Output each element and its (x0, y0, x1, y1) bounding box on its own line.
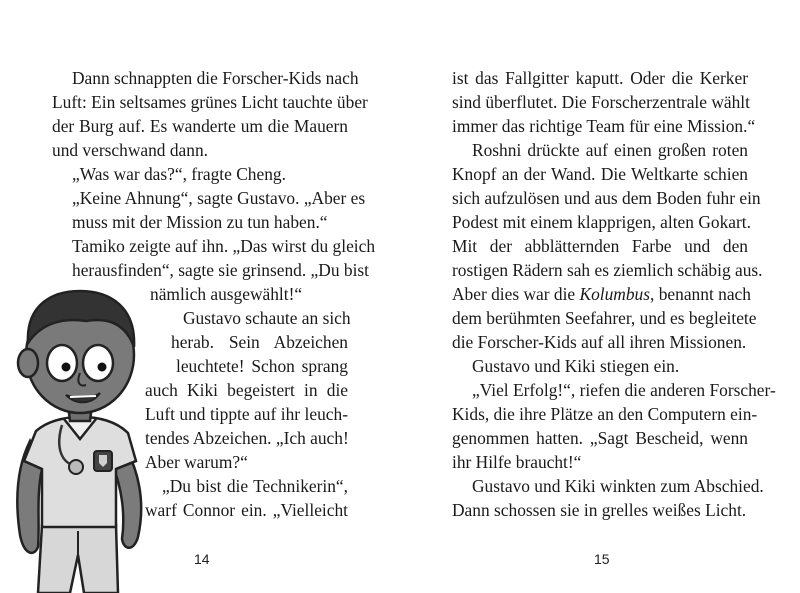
text-line: dem berühmten Seefahrer, und es begleitete (452, 308, 757, 328)
text-line: und verschwand dann. (52, 140, 208, 160)
text-line: „Du bist die Technikerin“, (162, 476, 348, 496)
text-line: genommen hatten. „Sagt Bescheid, wenn (452, 428, 748, 448)
text-line: ihr Hilfe braucht!“ (452, 452, 582, 472)
text-line: Knopf an der Wand. Die Weltkarte schien (452, 164, 748, 184)
text-line: immer das richtige Team für eine Mission.“ (452, 116, 756, 136)
text-line: sich aufzulösen und aus dem Boden fuhr ein (452, 188, 761, 208)
ship-name: Kolumbus (579, 284, 651, 304)
text-line: herab. Sein Abzeichen (171, 332, 348, 352)
text-line: „Was war das?“, fragte Cheng. (72, 164, 286, 184)
text-line: „Viel Erfolg!“, riefen die anderen Forscher- (472, 380, 776, 400)
text-line: Gustavo und Kiki winkten zum Abschied. (472, 476, 764, 496)
page-number: 15 (594, 551, 610, 567)
text-line: nämlich ausgewählt!“ (150, 284, 303, 304)
text-line (452, 283, 751, 306)
text-line: leuchtete! Schon sprang (176, 356, 348, 376)
text-line: muss mit der Mission zu tun haben.“ (72, 212, 328, 232)
text-line: Kids, die ihre Plätze an den Computern ein- (452, 404, 758, 424)
text-line: Dann schossen sie in grelles weißes Licht. (452, 500, 747, 520)
text-line: die Forscher-Kids auf all ihren Missionen. (452, 332, 747, 352)
text-line: herausfinden“, sagte sie grinsend. „Du bist (72, 260, 370, 280)
text-line: rostigen Rädern sah es ziemlich schäbig aus. (452, 260, 763, 280)
text-line: „Keine Ahnung“, sagte Gustavo. „Aber es (72, 188, 366, 208)
text-line: Podest mit einem klapprigen, alten Gokart. (452, 212, 751, 232)
text-line: Dann schnappten die Forscher-Kids nach (72, 68, 359, 88)
right-page (400, 0, 800, 593)
text-line: Roshni drückte auf einen großen roten (472, 140, 748, 160)
text-line: Mit der abblätternden Farbe und den (452, 236, 748, 256)
text-line: ist das Fallgitter kaputt. Oder die Kerker (452, 68, 748, 88)
text-line: Aber warum?“ (145, 452, 248, 472)
page-number: 14 (194, 551, 210, 567)
text-line: Gustavo schaute an sich (183, 308, 351, 328)
boy-illustration (0, 255, 180, 593)
text-line: Tamiko zeigte auf ihn. „Das wirst du gleich (72, 236, 376, 256)
text-line: sind überflutet. Die Forscherzentrale wählt (452, 92, 750, 112)
text-line: warf Connor ein. „Vielleicht (145, 500, 348, 520)
text-line: Gustavo und Kiki stiegen ein. (472, 356, 680, 376)
text-segment: , benannt nach (650, 284, 751, 304)
text-line: tendes Abzeichen. „Ich auch! (145, 428, 349, 448)
text-line: der Burg auf. Es wanderte um die Mauern (52, 116, 348, 136)
text-line: auch Kiki begeistert in die (145, 380, 348, 400)
text-line: Luft und tippte auf ihr leuch- (145, 404, 348, 424)
text-line: Luft: Ein seltsames grünes Licht tauchte über (52, 92, 368, 112)
text-segment: Aber dies war die (452, 284, 580, 304)
